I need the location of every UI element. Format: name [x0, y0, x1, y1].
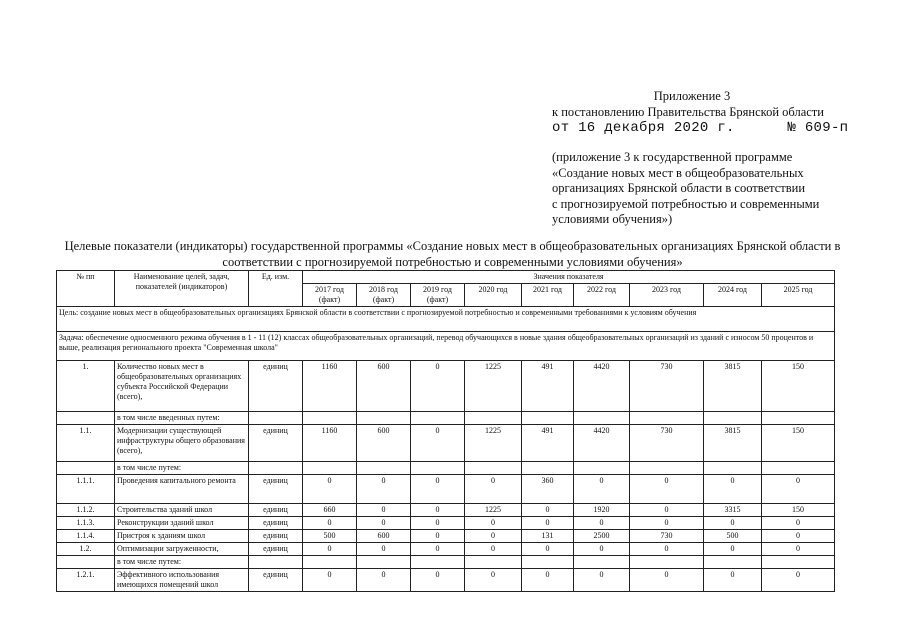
empty-cell: [357, 556, 411, 569]
header-year: 2019 год (факт): [411, 284, 465, 307]
header-year: 2018 год (факт): [357, 284, 411, 307]
value-cell: 0: [465, 517, 522, 530]
unit-cell: единиц: [249, 543, 303, 556]
header-no: № пп: [57, 271, 115, 307]
subheading-text: в том числе введенных путем:: [115, 412, 249, 425]
empty-cell: [303, 462, 357, 475]
value-cell: 0: [522, 543, 574, 556]
indicators-table: [56, 270, 835, 592]
indicator-name: Пристроя к зданиям школ: [115, 530, 249, 543]
indicator-row: [57, 361, 835, 412]
note-line: условиями обучения»): [552, 212, 673, 226]
header-unit: Ед. изм.: [249, 271, 303, 307]
order-from: от: [552, 120, 570, 136]
header-year: 2022 год: [574, 284, 630, 307]
indicator-row: [57, 475, 835, 504]
value-cell: 0: [465, 475, 522, 504]
indicator-row: [57, 569, 835, 592]
value-cell: 0: [411, 543, 465, 556]
value-cell: 0: [411, 517, 465, 530]
header-year: 2020 год: [465, 284, 522, 307]
note-line: «Создание новых мест в общеобразовательных: [552, 165, 804, 180]
header-year: 2017 год (факт): [303, 284, 357, 307]
value-cell: 500: [303, 530, 357, 543]
empty-cell: [574, 462, 630, 475]
value-cell: 150: [762, 504, 835, 517]
empty-cell: [465, 556, 522, 569]
value-cell: 131: [522, 530, 574, 543]
header-name: Наименование целей, задач, показателей (индикаторов): [115, 271, 249, 307]
header-year: 2024 год: [704, 284, 762, 307]
empty-cell: [249, 462, 303, 475]
goal-row: [57, 307, 835, 332]
empty-cell: [411, 556, 465, 569]
value-cell: 360: [522, 475, 574, 504]
indicator-name: Модернизации существующей инфраструктуры общего образования (всего),: [115, 425, 249, 462]
unit-cell: единиц: [249, 475, 303, 504]
value-cell: 0: [465, 530, 522, 543]
indicator-row: [57, 517, 835, 530]
value-cell: 1225: [465, 504, 522, 517]
subheading-text: в том числе путем:: [115, 462, 249, 475]
value-cell: 600: [357, 425, 411, 462]
title-line: Целевые показатели (индикаторы) государственной программы «Создание новых мест в общеобразовательных организациях Брянской области в: [64, 239, 841, 253]
value-cell: 0: [465, 543, 522, 556]
empty-cell: [630, 556, 704, 569]
indicator-name: Реконструкции зданий школ: [115, 517, 249, 530]
empty-cell: [522, 556, 574, 569]
order-date: 16 декабря 2020 г.: [578, 120, 735, 136]
order-no-label: №: [787, 120, 797, 136]
indicator-row: [57, 504, 835, 517]
empty-cell: [704, 462, 762, 475]
appendix-header: [552, 88, 892, 228]
value-cell: 0: [411, 504, 465, 517]
value-cell: 3315: [704, 504, 762, 517]
value-cell: 0: [522, 569, 574, 592]
subheading-row: [57, 462, 835, 475]
value-cell: 1920: [574, 504, 630, 517]
value-cell: 150: [762, 425, 835, 462]
empty-cell: [411, 412, 465, 425]
value-cell: 0: [630, 543, 704, 556]
value-cell: 0: [704, 569, 762, 592]
row-number: 1.1.2.: [57, 504, 115, 517]
unit-cell: единиц: [249, 517, 303, 530]
empty-cell: [57, 462, 115, 475]
indicator-row: [57, 425, 835, 462]
row-number: 1.1.: [57, 425, 115, 462]
value-cell: 0: [522, 504, 574, 517]
subheading-text: в том числе путем:: [115, 556, 249, 569]
value-cell: 0: [574, 569, 630, 592]
value-cell: 0: [574, 517, 630, 530]
row-number: 1.2.: [57, 543, 115, 556]
value-cell: 660: [303, 504, 357, 517]
value-cell: 0: [303, 475, 357, 504]
value-cell: 0: [762, 569, 835, 592]
value-cell: 1160: [303, 425, 357, 462]
table-body: [57, 307, 835, 592]
value-cell: 0: [411, 361, 465, 412]
value-cell: 0: [704, 517, 762, 530]
empty-cell: [57, 556, 115, 569]
value-cell: 0: [357, 543, 411, 556]
value-cell: 0: [303, 569, 357, 592]
value-cell: 500: [704, 530, 762, 543]
value-cell: 2500: [574, 530, 630, 543]
program-note: [552, 150, 892, 228]
value-cell: 150: [762, 361, 835, 412]
subheading-row: [57, 412, 835, 425]
indicator-name: Эффективного использования имеющихся помещений школ: [115, 569, 249, 592]
value-cell: 0: [574, 543, 630, 556]
appendix-title: Приложение 3: [653, 89, 731, 103]
indicator-name: Оптимизации загруженности,: [115, 543, 249, 556]
value-cell: 1160: [303, 361, 357, 412]
note-line: организациях Брянской области в соответствии: [552, 181, 806, 195]
value-cell: 0: [762, 530, 835, 543]
value-cell: 0: [630, 475, 704, 504]
header-values: Значения показателя: [303, 271, 835, 284]
subheading-row: [57, 556, 835, 569]
value-cell: 0: [574, 475, 630, 504]
unit-cell: единиц: [249, 361, 303, 412]
value-cell: 1225: [465, 361, 522, 412]
empty-cell: [762, 462, 835, 475]
empty-cell: [630, 462, 704, 475]
value-cell: 0: [762, 543, 835, 556]
order-number: 609-п: [804, 120, 849, 136]
value-cell: 0: [411, 530, 465, 543]
goal-text: Цель: создание новых мест в общеобразовательных организациях Брянской области в соответствии с прогнозируемой потребностью и современными требованиями к условиям обучения: [57, 307, 835, 332]
value-cell: 0: [411, 569, 465, 592]
note-line: (приложение 3 к государственной программе: [552, 150, 793, 164]
note-line: с прогнозируемой потребностью и современными: [552, 196, 820, 211]
empty-cell: [704, 412, 762, 425]
document-title: [40, 238, 865, 270]
empty-cell: [411, 462, 465, 475]
value-cell: 491: [522, 361, 574, 412]
value-cell: 0: [303, 517, 357, 530]
row-number: 1.1.1.: [57, 475, 115, 504]
empty-cell: [522, 412, 574, 425]
value-cell: 0: [411, 425, 465, 462]
indicator-row: [57, 543, 835, 556]
value-cell: 0: [303, 543, 357, 556]
row-number: 1.2.1.: [57, 569, 115, 592]
empty-cell: [630, 412, 704, 425]
empty-cell: [522, 462, 574, 475]
row-number: 1.: [57, 361, 115, 412]
value-cell: 0: [411, 475, 465, 504]
unit-cell: единиц: [249, 425, 303, 462]
row-number: 1.1.3.: [57, 517, 115, 530]
order-line: [552, 120, 892, 136]
value-cell: 0: [762, 475, 835, 504]
empty-cell: [465, 462, 522, 475]
value-cell: 0: [704, 475, 762, 504]
empty-cell: [57, 412, 115, 425]
empty-cell: [303, 556, 357, 569]
value-cell: 0: [357, 504, 411, 517]
value-cell: 1225: [465, 425, 522, 462]
title-line: соответствии с прогнозируемой потребностью и современными условиями обучения»: [222, 255, 683, 269]
empty-cell: [357, 412, 411, 425]
empty-cell: [762, 412, 835, 425]
empty-cell: [249, 556, 303, 569]
value-cell: 0: [630, 517, 704, 530]
value-cell: 0: [630, 504, 704, 517]
value-cell: 730: [630, 361, 704, 412]
unit-cell: единиц: [249, 530, 303, 543]
value-cell: 4420: [574, 425, 630, 462]
empty-cell: [762, 556, 835, 569]
empty-cell: [704, 556, 762, 569]
value-cell: 4420: [574, 361, 630, 412]
value-cell: 0: [357, 475, 411, 504]
empty-cell: [357, 462, 411, 475]
value-cell: 3815: [704, 425, 762, 462]
header-year: 2025 год: [762, 284, 835, 307]
empty-cell: [574, 412, 630, 425]
value-cell: 0: [704, 543, 762, 556]
value-cell: 0: [522, 517, 574, 530]
value-cell: 0: [357, 517, 411, 530]
task-row: [57, 332, 835, 361]
header-year: 2023 год: [630, 284, 704, 307]
indicator-name: Проведения капитального ремонта: [115, 475, 249, 504]
value-cell: 0: [357, 569, 411, 592]
value-cell: 491: [522, 425, 574, 462]
value-cell: 0: [762, 517, 835, 530]
empty-cell: [249, 412, 303, 425]
task-text: Задача: обеспечение односменного режима обучения в 1 - 11 (12) классах общеобразовательных организаций, перевод обучающихся в новые здания общеобразовательных организаций из зданий с износом 50 процентов и выше, реализация регионального проекта "Современная школа": [57, 332, 835, 361]
value-cell: 730: [630, 530, 704, 543]
empty-cell: [465, 412, 522, 425]
value-cell: 600: [357, 530, 411, 543]
empty-cell: [574, 556, 630, 569]
value-cell: 3815: [704, 361, 762, 412]
unit-cell: единиц: [249, 569, 303, 592]
header-year: 2021 год: [522, 284, 574, 307]
unit-cell: единиц: [249, 504, 303, 517]
value-cell: 0: [465, 569, 522, 592]
indicator-row: [57, 530, 835, 543]
row-number: 1.1.4.: [57, 530, 115, 543]
value-cell: 600: [357, 361, 411, 412]
indicator-name: Строительства зданий школ: [115, 504, 249, 517]
empty-cell: [303, 412, 357, 425]
value-cell: 0: [630, 569, 704, 592]
resolution-reference: к постановлению Правительства Брянской области: [552, 105, 824, 119]
value-cell: 730: [630, 425, 704, 462]
indicator-name: Количество новых мест в общеобразовательных организациях субъекта Российской Федерации (всего),: [115, 361, 249, 412]
